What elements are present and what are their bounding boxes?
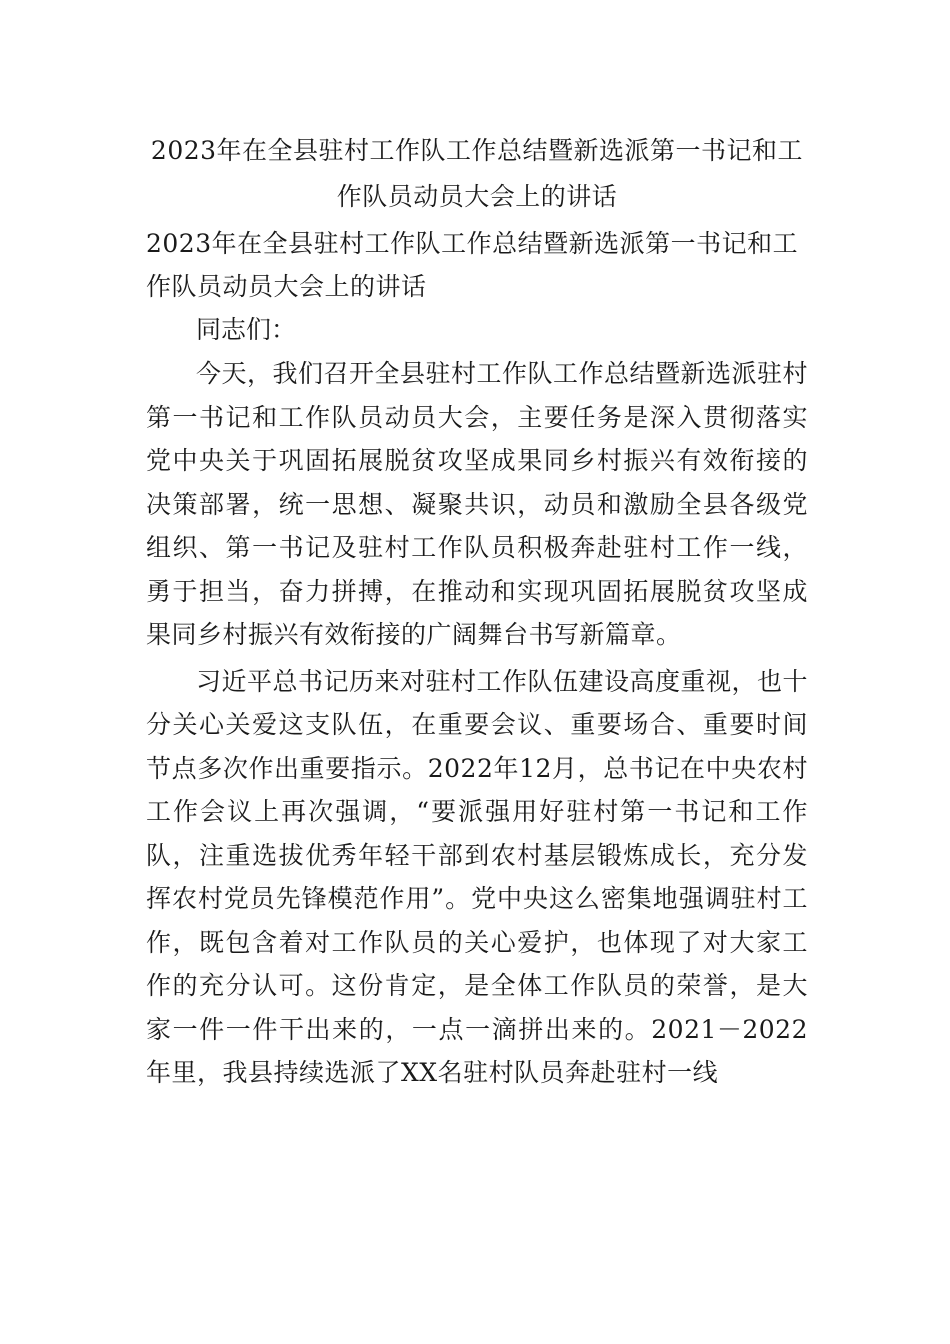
document-page bbox=[146, 128, 808, 1095]
paragraph-1: 今天，我们召开全县驻村工作队工作总结暨新选派驻村第一书记和工作队员动员大会，主要任务是深入贯彻落实党中央关于巩固拓展脱贫攻坚成果同乡村振兴有效衔接的决策部署，统一思想、凝聚共识，动员和激励全县各级党组织、第一书记及驻村工作队员积极奔赴驻村工作一线，勇于担当，奋力拼搏，在推动和实现巩固拓展脱贫攻坚成果同乡村振兴有效衔接的广阔舞台书写新篇章。 bbox=[146, 359, 809, 649]
salutation: 同志们： bbox=[196, 315, 297, 344]
paragraph-2: 习近平总书记历来对驻村工作队伍建设高度重视，也十分关心关爱这支队伍，在重要会议、重要场合、重要时间节点多次作出重要指示。2022年12月，总书记在中央农村工作会议上再次强调，“要派强用好驻村第一书记和工作队，注重选拔优秀年轻干部到农村基层锻炼成长，充分发挥农村党员先锋模范作用”。党中央这么密集地强调驻村工作，既包含着对工作队员的关心爱护，也体现了对大家工作的充分认可。这份肯定，是全体工作队员的荣誉，是大家一件一件干出来的，一点一滴拼出来的。2021－2022年里，我县持续选派了XX名驻村队员奔赴驻村一线 bbox=[146, 666, 809, 1087]
document-title-repeat: 2023年在全县驻村工作队工作总结暨新选派第一书记和工作队员动员大会上的讲话 bbox=[146, 229, 799, 301]
document-title: 2023年在全县驻村工作队工作总结暨新选派第一书记和工作队员动员大会上的讲话 bbox=[150, 136, 804, 211]
